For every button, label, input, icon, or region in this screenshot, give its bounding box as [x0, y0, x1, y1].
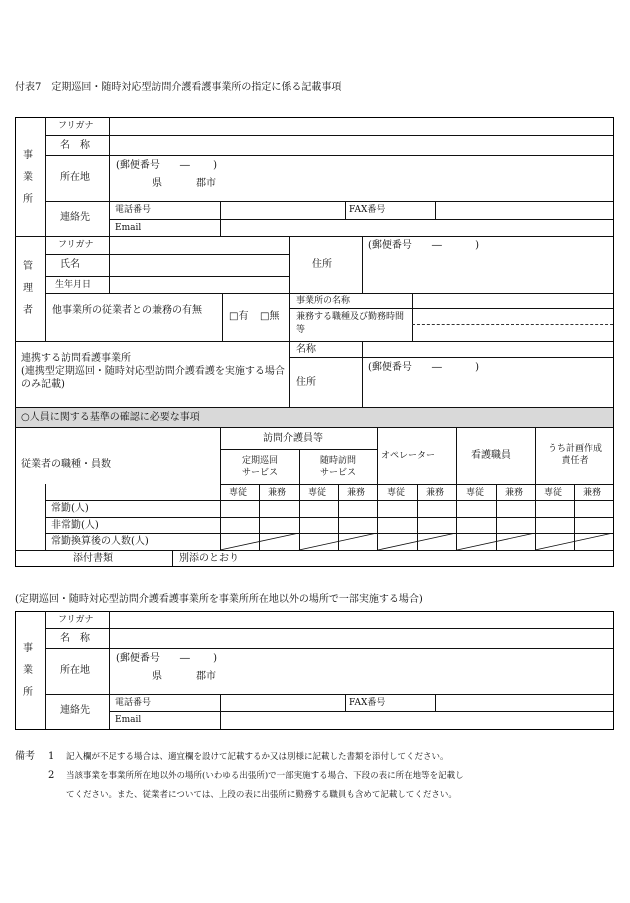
concurrent-job-label: 兼務する職種及び勤務時間等: [296, 312, 405, 335]
nurse-concurrent-header: 兼務: [505, 488, 524, 498]
concurrent-duty-label: 他事業所の従業者との兼務の有無: [52, 305, 202, 316]
branch-address-input[interactable]: [110, 649, 612, 693]
attachment-label: 添付書類: [73, 553, 113, 564]
linked-office-name-label: 名称: [296, 344, 316, 355]
operator-full-time-header: 専従: [387, 488, 406, 498]
branch-prefecture: 県: [152, 671, 162, 682]
office-email-input[interactable]: [221, 220, 612, 235]
manager-postal-code: (郵便番号 ― ): [368, 240, 479, 251]
zuiji-concurrent-header: 兼務: [347, 488, 366, 498]
manager-side-label-1: 管: [23, 261, 33, 272]
staff-count-inputs[interactable]: [221, 501, 613, 533]
office-furigana-label: フリガナ: [58, 121, 94, 131]
branch-furigana-label: フリガナ: [58, 615, 94, 625]
planner-concurrent-header: 兼務: [583, 488, 602, 498]
branch-side-label-2: 業: [23, 665, 33, 676]
branch-email-input[interactable]: [221, 712, 612, 728]
remark-2-number: 2: [48, 770, 55, 781]
manager-side-label-3: 者: [23, 305, 33, 316]
office-side-label-2: 業: [23, 172, 33, 183]
linked-office-address-input[interactable]: [363, 358, 612, 406]
branch-side-label-3: 所: [23, 687, 33, 698]
linked-office-address-label: 住所: [296, 377, 316, 388]
branch-city: 郡市: [196, 671, 216, 682]
office-side-label-1: 事: [23, 150, 33, 161]
office-phone-label: 電話番号: [115, 205, 152, 215]
office-phone-input[interactable]: [221, 202, 344, 218]
linked-nursing-office-label: 連携する訪問看護事業所 (連携型定期巡回・随時対応型訪問介護看護を実施する場合のみ記載): [21, 353, 285, 390]
linked-office-postal-code: (郵便番号 ― ): [368, 362, 479, 373]
manager-birth-label: 生年月日: [55, 280, 92, 290]
office-name-input[interactable]: [110, 136, 612, 154]
linked-office-name-input[interactable]: [363, 342, 612, 356]
full-time-row-label: 常勤(人): [51, 503, 89, 514]
manager-furigana-label: フリガナ: [58, 240, 94, 250]
teiki-full-time-header: 専従: [229, 488, 248, 498]
office-postal-code: (郵便番号 ― ): [116, 160, 217, 171]
branch-name-input[interactable]: [110, 629, 612, 647]
manager-birth-input[interactable]: [110, 277, 288, 292]
office-name-label: 名 称: [60, 140, 90, 151]
branch-fax-input[interactable]: [436, 695, 612, 710]
nurse-header: 看護職員: [471, 450, 511, 461]
concurrent-no-checkbox[interactable]: □無: [260, 311, 280, 322]
office-furigana-input[interactable]: [110, 118, 612, 134]
office-side-label-3: 所: [23, 194, 33, 205]
scheduled-visit-header: 定期巡回 サービス: [241, 456, 278, 478]
home-care-worker-header: 訪問介護員等: [263, 433, 323, 444]
office-fax-label: FAX番号: [349, 205, 386, 215]
branch-phone-label: 電話番号: [115, 698, 152, 708]
branch-furigana-input[interactable]: [110, 612, 612, 627]
remark-2-text-line1: 当該事業を事業所所在地以外の場所(いわゆる出張所)で一部実施する場合、下段の表に所在地等を記載し: [66, 771, 464, 781]
office-city: 郡市: [196, 178, 216, 189]
part-time-row-label: 非常勤(人): [51, 520, 99, 531]
branch-email-label: Email: [115, 715, 142, 725]
fte-row-inputs[interactable]: [221, 534, 613, 549]
staff-table-title: 従業者の職種・員数: [21, 459, 111, 470]
concurrent-yes-checkbox[interactable]: □有: [229, 311, 249, 322]
remark-1-number: 1: [48, 751, 55, 762]
branch-side-label-1: 事: [23, 643, 33, 654]
branch-section-heading: (定期巡回・随時対応型訪問介護看護事業所を事業所所在地以外の場所で一部実施する場合): [15, 594, 423, 605]
manager-address-input[interactable]: [363, 237, 612, 292]
manager-name-label: 氏名: [60, 259, 80, 270]
operator-concurrent-header: 兼務: [426, 488, 445, 498]
office-prefecture: 県: [152, 178, 162, 189]
branch-address-label: 所在地: [60, 665, 90, 676]
remarks-prefix: 備考: [15, 751, 35, 762]
branch-phone-input[interactable]: [221, 695, 344, 710]
teiki-concurrent-header: 兼務: [268, 488, 287, 498]
other-office-name-label: 事業所の名称: [296, 296, 351, 306]
branch-contact-label: 連絡先: [60, 705, 90, 716]
concurrent-job-input[interactable]: [413, 309, 612, 340]
remark-1-text: 記入欄が不足する場合は、適宜欄を設けて記載するか又は別様に記載した書類を添付してください。: [66, 752, 449, 762]
zuiji-full-time-header: 専従: [308, 488, 327, 498]
branch-postal-code: (郵便番号 ― ): [116, 653, 217, 664]
planner-full-time-header: 専従: [544, 488, 563, 498]
branch-name-label: 名 称: [60, 633, 90, 644]
office-address-label: 所在地: [60, 172, 90, 183]
nurse-full-time-header: 専従: [466, 488, 485, 498]
office-fax-input[interactable]: [436, 202, 612, 218]
on-demand-visit-header: 随時訪問 サービス: [319, 456, 356, 478]
branch-fax-label: FAX番号: [349, 698, 386, 708]
operator-header: オペレーター: [381, 451, 436, 461]
office-contact-label: 連絡先: [60, 212, 90, 223]
remark-2-text-line2: てください。また、従業者については、上段の表に出張所に勤務する職員も含めて記載してください。: [66, 790, 457, 800]
attachment-value: 別添のとおり: [179, 553, 239, 564]
manager-address-label: 住所: [312, 259, 332, 270]
office-email-label: Email: [115, 223, 142, 233]
manager-side-label-2: 理: [23, 283, 33, 294]
office-address-input[interactable]: [110, 156, 612, 200]
staff-section-header: ○人員に関する基準の確認に必要な事項: [21, 412, 200, 423]
care-plan-manager-header: うち計画作成 責任者: [547, 444, 602, 466]
other-office-name-input[interactable]: [413, 294, 612, 307]
manager-name-input[interactable]: [110, 255, 288, 275]
manager-furigana-input[interactable]: [110, 237, 288, 253]
page-title: 付表7 定期巡回・随時対応型訪問介護看護事業所の指定に係る記載事項: [15, 82, 342, 93]
fte-row-label: 常勤換算後の人数(人): [51, 536, 149, 547]
